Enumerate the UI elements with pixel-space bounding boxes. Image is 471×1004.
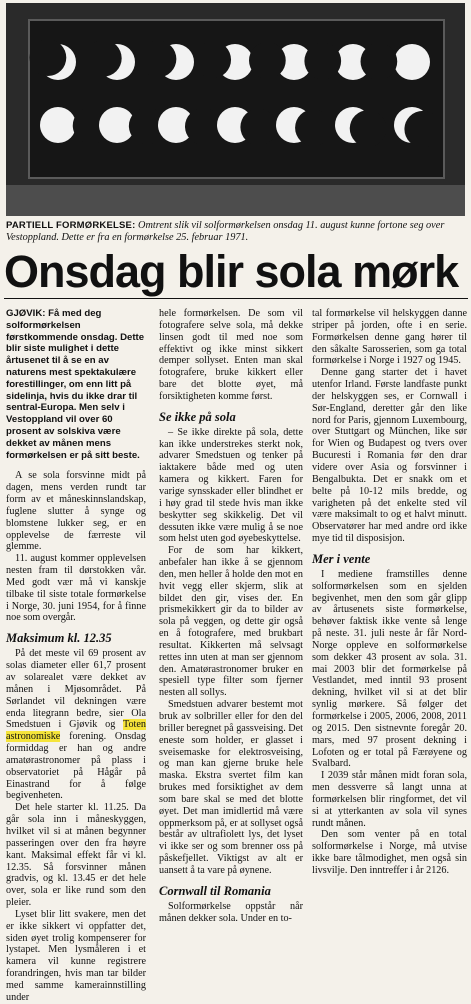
paragraph: For de som har kikkert, anbefaler han ikke å se gjennom den, men heller å holde den mot en hvit vegg eller skjerm, slik at bildet den gir, vises der. En prismekikkert gir da to bilder av sola på veggen, og dette gir også en å fotografere, med brukbart resultat. Kikkerten må selvsagt rettes inn uten at man ser gjennom den. Amatørastronomer bruker en spesiell type filter som fjerner nesten all sollys. [159, 545, 303, 699]
headline-rule [4, 298, 468, 299]
paragraph [6, 648, 146, 802]
photo-caption [6, 220, 468, 244]
eclipse-photo [6, 3, 465, 216]
caption-text: Omtrent slik vil solformørkelsen onsdag 11. august kunne fortone seg over Vestoppland. Dette er fra en formørkelse 25. februar 1971. [6, 220, 445, 243]
article-column-1 [6, 308, 146, 1004]
eclipse-phase-disc [335, 107, 386, 147]
paragraph: Den som venter på en total solformørkelse i Norge, må utvise ikke bare tålmodighet, men også sin livsvilje. Den inntreffer i år 2126. [312, 829, 467, 876]
eclipse-phase-disc [30, 39, 76, 80]
paragraph: Solformørkelse oppstår når månen dekker sola. Under en to- [159, 900, 303, 924]
headline: Onsdag blir sola mørk [4, 246, 459, 297]
paragraph: I 2039 står månen midt foran sola, men dessverre så langt unna at formørkelsen blir ringformet, det vil si at ytterkanten av sola vil synes rundt månen. [312, 770, 467, 829]
paragraph: hele formørkelsen. De som vil fotografere selve sola, må dekke linsen godt til med noe som effektivt og ikke minst sikkert demper sollyset. Enten man skal fotografere, bruke kikkert eller bare det blotte øyet, må forsiktigheten komme først. [159, 308, 303, 402]
paragraph: Smedstuen advarer bestemt mot bruk av solbriller eller for den del briller beregnet på gassveising. Det eneste som holder, er glasset i sveisemaske for elektrosveising, og man kan gjerne bruke hele maska. Ekstra svertet film kan brukes med forsiktighet av dem som bare skal se med det blotte øyet. Det man imidlertid må være oppmerksom på, er at sollyset også består av ultrafiolett lys, det lyset vi ikke ser og som brenner oss på påskefjellet. Viktigst av alt er uansett å ta vare på øynene. [159, 699, 303, 876]
ingress: GJØVIK: Få med deg solformørkelsen førstkommende onsdag. Dette blir siste mulighet i dette årtusenet til å se en av naturens mest spektakulære forestillinger, om enn litt på sidelinja, hvis du ikke drar til sentral-Europa. Men selv i Vestoppland vil over 60 prosent av solskiva være dekket av månen mens formørkelsen er på sitt beste. [6, 308, 145, 461]
eclipse-phase-disc [394, 107, 441, 148]
subheading-se-ikke-pa-sola: Se ikke på sola [159, 409, 236, 424]
eclipse-sequence-graphic [6, 3, 465, 216]
eclipse-phase-disc [99, 107, 166, 144]
subheading-mer-i-vente: Mer i vente [312, 551, 371, 566]
paragraph: Denne gang starter det i havet utenfor Irland. Første landfaste punkt der helskyggen ses, er Cornwall i Sør-England, deretter går den like nord for Paris, gjennom Luxembourg, over Stuttgart og München, like sør for Wien og Budapest og tvers over Bucuresti i Romania før den drar videre over Asia og forsvinner i Bengalbukta. Det er snakk om et belte på 10-12 mils bredde, og varigheten på det enkelte sted vil være maksimalt to og et halvt minutt. Observatører har med andre ord ikke mye tid til disposisjon. [312, 367, 467, 545]
eclipse-phase-disc [217, 107, 277, 145]
eclipse-phase-disc [194, 41, 253, 80]
paragraph: 11. august kommer opplevelsen nesten fram til dørstokken vår. Med godt vær må vi kanskje tilbake til siste totale formørkelse i Norge, 30. juni 1954, for å finne noe som overgår. [6, 553, 146, 624]
eclipse-phase-disc [158, 107, 222, 145]
subheading-cornwall-til-romania: Cornwall til Romania [159, 883, 271, 898]
eclipse-phase-disc [140, 41, 194, 80]
caption-lead: PARTIELL FORMØRKELSE: [6, 220, 136, 231]
paragraph: A se sola forsvinne midt på dagen, mens verden rundt tar form av et måneskinnslandskap, fuglene slutter å synge og blomstene lukker seg, er en opplevelse de færreste vil glemme. [6, 470, 146, 553]
article-column-2 [159, 308, 303, 925]
article-column-3 [312, 308, 467, 877]
eclipse-phase-disc [249, 42, 312, 80]
paragraph: I mediene framstilles denne solformørkelsen som en sjelden begivenhet, men den som går glipp av årtusenets siste formørkelse, behøver faktisk ikke vente så lenge på neste. 31. juli neste år får Nord-Norge oppleve en solformørkelse som dekker 43 prosent av sola. 31. mai 2003 blir det formørkelse på Vestlandet, med inntil 93 prosent dekning, hvilket vil si at det blir synlig mørkere. Så følger det formørkelse i 2005, 2006, 2008, 2011 og 2015. Den sistnevnte foregår 20. mars, med 97 prosent dekning i Lofoten og er total på Færøyene og Svalbard. [312, 568, 467, 770]
paragraph: Det hele starter kl. 11.25. Da går sola inn i måneskyggen, hvilket vil si at månen begynner passeringen over den fra høyre kant. Maksimal effekt får vi kl. 12.35. Så forsvinner månen gradvis, og kl. 13.45 er det hele over, sola er like rund som den pleier. [6, 802, 146, 909]
eclipse-phase-disc [361, 43, 430, 80]
paragraph: tal formørkelse vil helskyggen danne striper på jorden, ofte i en serie. Formørkelsen denne gang hører til den såkalte Sarosserien, som ga total formørkelse i Norge i 1927 og 1945. [312, 308, 467, 367]
paragraph-part: På det meste vil 69 prosent av solas diameter eller 61,7 prosent av solarealet være dekket av månen i Mjøsområdet. På Sørlandet vil dekningen være enda litegrann bedre, sier Ola Smedstuen i Gjøvik og [6, 648, 146, 731]
eclipse-phase-disc [85, 40, 135, 80]
paragraph-part: forening. Onsdag formiddag er han og andre amatørastronomer på plass i observatoriet på Hågår på Einastrand for å følge begivenheten. [6, 731, 146, 802]
paragraph: – Se ikke direkte på sola, dette kan ikke understrekes sterkt nok, advarer Smedstuen og tenker på iaktakere både med og uten kamera og kikkert. Faren for varige synsskader eller blindhet er i høy grad til stede hvis man ikke beskytter seg skikkelig. Det vil dessuten ikke være mulig å se noe som helst uten god øyebeskyttelse. [159, 426, 303, 545]
highlighted-text: Toten astronomiske [6, 719, 146, 743]
subheading-maksimum: Maksimum kl. 12.35 [6, 631, 112, 646]
eclipse-phase-disc [276, 107, 332, 146]
paragraph: Lyset blir litt svakere, men det er ikke sikkert vi oppfatter det, siden øyet trolig kompenserer for lystapet. Men lysmåleren i et kamera vil kunne registrere forandringen, hvis man tar bilder med samme kamerainnstilling under [6, 908, 146, 1003]
